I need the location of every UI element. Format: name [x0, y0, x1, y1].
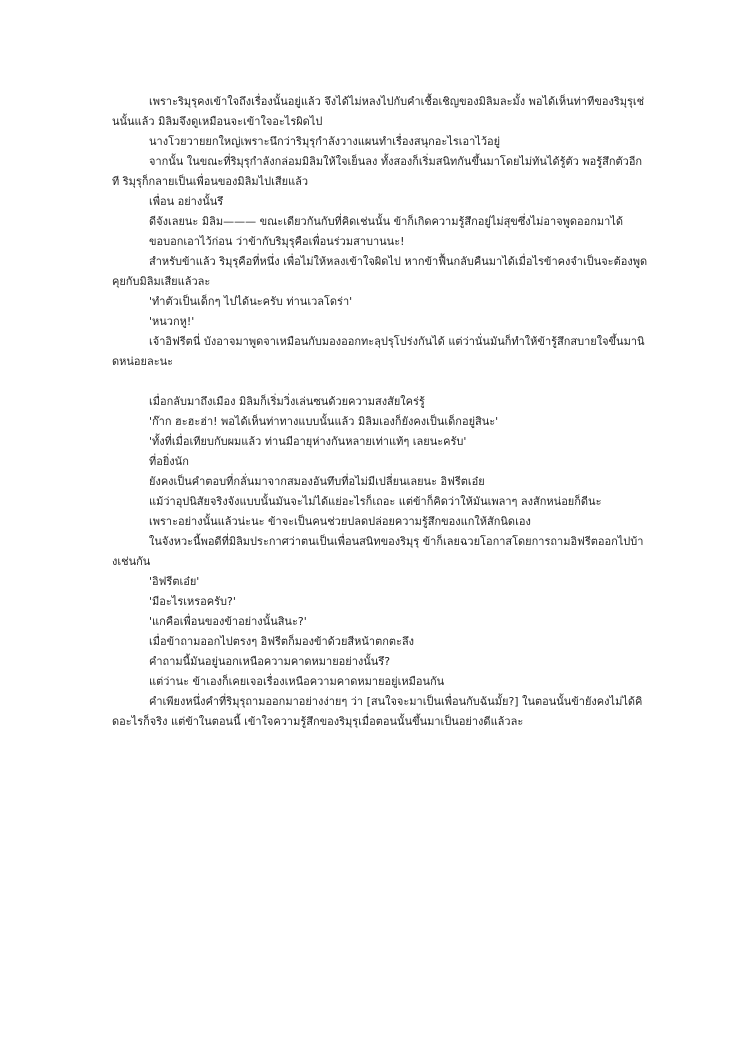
paragraph: เพื่อน อย่างนั้นรึ	[149, 195, 224, 208]
paragraph: แต่ว่านะ ข้าเองก็เคยเจอเรื่องเหนือความคาดหมายอยู่เหมือนกัน	[149, 675, 445, 688]
dialogue-line: 'อิฟรีตเอ๋ย'	[149, 575, 200, 588]
paragraph: เมื่อกลับมาถึงเมือง มิลิมก็เริ่มวิ่งเล่นซนด้วยความสงสัยใคร่รู้	[149, 395, 425, 408]
paragraph: เจ้าอิฟรีตนี่ บังอาจมาพูดจาเหมือนกับมองออกทะลุปรุโปร่งกันได้ แต่ว่านั่นมันก็ทำให้ข้ารู้สึกสบายใจขึ้นมานิดหน่อยละนะ	[112, 335, 645, 368]
paragraph: ในจังหวะนี้พอดีที่มิลิมประกาศว่าตนเป็นเพื่อนสนิทของริมุรุ ข้าก็เลยฉวยโอกาสโดยการถามอิฟรีตออกไปบ้างเช่นกัน	[112, 535, 644, 568]
paragraph: จากนั้น ในขณะที่ริมุรุกำลังกล่อมมิลิมให้ใจเย็นลง ทั้งสองก็เริ่มสนิทกันขึ้นมาโดยไม่ทันได้รู้ตัว พอรู้สึกตัวอีกที ริมุรุก็กลายเป็นเพื่อนของมิลิมไปเสียแล้ว	[112, 155, 643, 188]
paragraph: คำเพียงหนึ่งคำที่ริมุรุถามออกมาอย่างง่ายๆ ว่า [สนใจจะมาเป็นเพื่อนกับฉันมั้ย?] ในตอนนั้นข้ายังคงไม่ได้คิดอะไรก็จริง แต่ข้าในตอนนี้ เข้าใจความรู้สึกของริมุรุเมื่อตอนนั้นขึ้นมาเป็นอย่างดีแล้วละ	[112, 695, 643, 728]
paragraph: เพราะริมุรุคงเข้าใจถึงเรื่องนั้นอยู่แล้ว จึงได้ไม่หลงไปกับคำเชื้อเชิญของมิลิมละมั้ง พอได้เห็นท่าทีของริมุรุเช่นนั้นแล้ว มิลิมจึงดูเหมือนจะเข้าใจอะไรผิดไป	[112, 95, 645, 128]
paragraph: นางโวยวายยกใหญ่เพราะนึกว่าริมุรุกำลังวางแผนทำเรื่องสนุกอะไรเอาไว้อยู่	[149, 135, 501, 148]
paragraph: ขอบอกเอาไว้ก่อน ว่าข้ากับริมุรุคือเพื่อนร่วมสาบานนะ!	[149, 235, 405, 248]
paragraph: ยังคงเป็นคำตอบที่กลั่นมาจากสมองอันทึบที่อไม่มีเปลี่ยนเลยนะ อิฟรีตเอ๋ย	[149, 475, 485, 488]
paragraph: แม้ว่าอุปนิสัยจริงจังแบบนั้นมันจะไม่ได้แย่อะไรก็เถอะ แต่ข้าก็คิดว่าให้มันเพลาๆ ลงสักหน่อยก็ดีนะ	[149, 495, 602, 508]
paragraph: สำหรับข้าแล้ว ริมุรุคือที่หนึ่ง เพื่อไม่ให้หลงเข้าใจผิดไป หากข้าฟื้นกลับคืนมาได้เมื่อไรข้าคงจำเป็นจะต้องพูดคุยกับมิลิมเสียแล้วละ	[112, 255, 648, 288]
dialogue-line: 'หนวกหู!'	[149, 315, 195, 328]
dialogue-line: 'มีอะไรเหรอครับ?'	[149, 595, 236, 608]
document-body	[112, 92, 648, 732]
paragraph: ดีจังเลยนะ มิลิม——— ขณะเดียวกันกับที่คิดเช่นนั้น ข้าก็เกิดความรู้สึกอยู่ไม่สุขซึ่งไม่อาจพูดออกมาได้	[149, 215, 624, 228]
paragraph: ที่อยิ่งนัก	[149, 455, 189, 468]
paragraph: เมื่อข้าถามออกไปตรงๆ อิฟรีตก็มองข้าด้วยสีหน้าตกตะลึง	[149, 635, 415, 648]
paragraph: เพราะอย่างนั้นแล้วน่ะนะ ข้าจะเป็นคนช่วยปลดปล่อยความรู้สึกของแกให้สักนิดเอง	[149, 515, 531, 528]
dialogue-line: 'ทั้งที่เมื่อเทียบกับผมแล้ว ท่านมีอายุห่างกันหลายเท่าแท้ๆ เลยนะครับ'	[149, 435, 467, 448]
dialogue-line: 'ก๊าก ฮะฮะฮ่า! พอได้เห็นท่าทางแบบนั้นแล้ว มิลิมเองก็ยังคงเป็นเด็กอยู่สินะ'	[149, 415, 499, 428]
dialogue-line: 'ทำตัวเป็นเด็กๆ ไปได้นะครับ ท่านเวลโดร่า'	[149, 295, 353, 308]
paragraph: คำถามนี้มันอยู่นอกเหนือความคาดหมายอย่างนั้นรึ?	[149, 655, 391, 668]
dialogue-line: 'แกคือเพื่อนของข้าอย่างนั้นสินะ?'	[149, 615, 307, 628]
section-break	[112, 372, 648, 392]
